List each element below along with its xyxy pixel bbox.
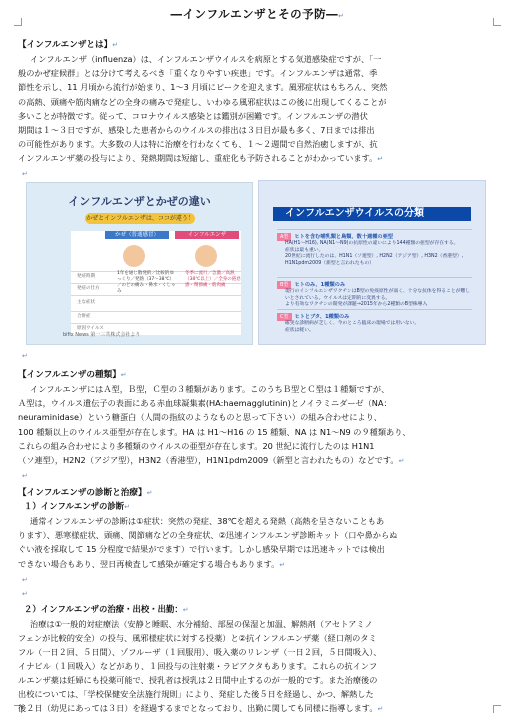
text-line: 通常インフルエンザの診断は①症状：突然の発症、38℃を超える発熱（高熱を呈さないこともあ (30, 516, 385, 526)
text-line: 後２日（幼児にあっては３日）を経過するまでとなっており、出勤に関しても同様に指導します。↵ (18, 703, 384, 713)
type-title: ヒトを含む哺乳類と鳥類、数十週種の亜型 (294, 234, 393, 240)
paragraph-mark: ↵ (338, 12, 345, 20)
text-line: イナビル（１回吸入）などがあり、１回投与の注射薬・ラピアクタもあります。これらの抗インフ (18, 661, 378, 671)
text-line: 100 種類以上のウイルス亜型が存在します。HA は H1～H16 の 15 種類、NA は N1～N9 の９種類あり、 (18, 426, 411, 437)
text-line: インフルエンザ（influenza）は、インフルエンザウイルスを病原とする気道感染症ですが、「一 (30, 54, 382, 64)
subsection-heading-treatment (24, 603, 189, 615)
person-cold-illustration (123, 245, 145, 267)
bullet: 現行のインフルエンザワクチンはB型の免疫原性が弱く、十分な抗体を得ることが難しいとされている。ウイルスは定期的に変異する。 (285, 289, 471, 301)
image-badge: かぜとインフルエンザは、ココが違う！ (86, 215, 194, 222)
person-flu-illustration (195, 245, 217, 267)
text-line: フル（一日２回、５日間）、ゾフルーザ（１回服用）、吸入薬のリレンザ（一日２回，５日間吸入）、 (18, 647, 382, 657)
document-title (0, 6, 515, 22)
paragraph-mark: ↵ (22, 576, 28, 584)
paragraph-mark: ↵ (398, 457, 405, 466)
image-flu-vs-cold (26, 182, 253, 345)
paragraph-mark: ↵ (124, 503, 131, 511)
heading-text: 【インフルエンザの診断と治療】 (18, 488, 147, 498)
paragraph-mark: ↵ (120, 371, 127, 379)
text-line: 般のかぜ症候群」とは分けて考えるべき「重くなりやすい疾患」です。インフルエンザは通常、季 (18, 68, 378, 79)
bullet: 20世紀に流行したのは、H1N1（ソ連型）, H2N2（アジア型）, H3N2（香港型）, H1N1pdm2009（新型と言われたもの） (285, 254, 464, 266)
text-line: 期間は１～３日ですが、感染した患者からのウイルスの排出は３日目が最も多く、7日までは排出 (18, 125, 375, 136)
paragraph-mark: ↵ (112, 41, 119, 49)
text-line: ぐい液を採取して 15 分程度で結果がでます）で行います。しかし感染早期では迅速キットでは検出 (18, 544, 385, 555)
paragraph-mark: ↵ (22, 352, 28, 360)
section-heading-types (18, 368, 127, 380)
type-b-section (277, 277, 472, 309)
paragraph-mark: ↵ (279, 560, 286, 569)
paragraph-mark: ↵ (182, 606, 189, 614)
text-line: 多いことが特徴です。従って、コロナウイルス感染とは鑑別が困難です。インフルエンザの潜伏 (18, 110, 368, 121)
paragraph-mark: ↵ (22, 590, 28, 598)
bullet: 症状は最も重い。 (285, 247, 324, 253)
type-tag: C型 (277, 313, 292, 321)
paragraph-what-is (18, 52, 500, 167)
text-line: Ａ型は，ウイルス遺伝子の表面にある赤血球凝集素(HA:haemagglutinin)とノイラミニダーゼ（NA： (18, 398, 392, 409)
row-label: 発症の仕方 (77, 286, 100, 291)
subheading-text: ２）インフルエンザの治療・出校・出勤： (24, 604, 183, 614)
row-label: 原因ウイルス (77, 326, 104, 331)
text-line: （ソ連型），H2N2（アジア型），H3N2（香港型），H1N1pdm2009（新型と言われたもの）などです。↵ (18, 455, 405, 466)
text-line: の可能性があります。大多数の人は特に治療を行わなくても、１～２週間で自然治癒しますが、抗 (18, 139, 378, 150)
type-c-section (277, 309, 472, 334)
cold-cell-text: 1年を通じ散発的／比較的ゆっくり／発熱（37〜38℃）／のどの痛み・鼻水・くしゃみ (117, 271, 176, 294)
text-line: これらの組み合わせにより多種類のウイルスの亜型が存在します。20 世紀に流行したのは H1N1 (18, 440, 375, 451)
text-line: 治療は①一般的対症療法（安静と睡眠、水分補給、部屋の保湿と加温、解熱剤（アセトアミノ (30, 619, 373, 629)
image-title: インフルエンザとかぜの違い (68, 195, 211, 208)
text-line: の高熱、頭痛や筋肉痛などの全身の痛みで発症し、いわゆる風邪症状はこの後に出現してくることが (18, 96, 387, 107)
image-virus-classification (258, 180, 486, 345)
type-tag: A型 (277, 233, 291, 241)
image-title: インフルエンザウイルスの分類 (273, 207, 471, 221)
text-line: インフルエンザ薬の投与により、発熱期間は短縮し、重症化も予防されることがわかっています。↵ (18, 153, 384, 164)
paragraph-treatment (18, 617, 500, 716)
bullet: より有効なワクチンの開発が課題→2015年から2種類のB型株導入 (285, 302, 428, 307)
row-label: 発症時期 (77, 274, 95, 279)
paragraph-mark: ↵ (377, 705, 384, 713)
paragraph-mark: ↵ (22, 472, 28, 480)
subheading-text: １）インフルエンザの診断 (24, 501, 125, 511)
row-label: 合併症 (77, 314, 91, 319)
paragraph-types (18, 382, 500, 468)
section-heading-what-is (18, 38, 118, 50)
type-title: ヒトとブタ、1種類のみ (294, 314, 350, 320)
column-header-cold: かぜ（普通感冒） (105, 231, 169, 239)
comparison-table (71, 231, 241, 335)
text-line: フェンが比較的安全）の投与、風邪様症状に対する投薬）と②抗インフルエンザ薬（経口剤のタミ (18, 633, 377, 643)
bullet: 症状は軽い。 (285, 327, 314, 333)
image-credit: bifix News 第一三共株式会社より (63, 332, 141, 338)
type-tag: B型 (277, 281, 291, 289)
text-line: neuraminidase）という糖蛋白（人間の指紋のようなものと思って下さい）の組み合わせにより、 (18, 412, 382, 423)
paragraph-mark: ↵ (22, 170, 28, 178)
bullet: 確実な診断病が乏しく、今のところ臨床の現場では用いない。 (285, 321, 420, 326)
type-a-section (277, 229, 472, 267)
text-line: 出校については、「学校保健安全法施行規則」により、発症した後５日を経過し、かつ、解熱した (18, 689, 374, 699)
column-header-flu: インフルエンザ (175, 231, 239, 239)
row-label: 主な症状 (77, 300, 95, 305)
text-line: インフルエンザにはＡ型，Ｂ型，Ｃ型の３種類があります。このうちＢ型とＣ型は１種類ですが、 (30, 384, 390, 394)
flu-cell-text: 冬季に流行／急激／高熱（38℃以上）／全身の倦怠感・関節痛・筋肉痛 (185, 271, 241, 288)
text-line: できない場合もあり、翌日再検査して感染が確定する場合もあります。↵ (18, 558, 286, 569)
heading-text: 【インフルエンザとは】 (18, 40, 113, 50)
paragraph-diagnosis (18, 514, 500, 572)
paragraph-mark: ↵ (146, 489, 153, 497)
text-line: ルエンザ薬は妊婦にも投薬可能で、授乳者は授乳は２日間中止するのが一般的です。また治療後の (18, 675, 378, 685)
text-line: ります）、悪寒様症状、頭痛、関節痛などの全身症状、②迅速インフルエンザ診断キット（口や鼻からぬ (18, 530, 398, 541)
paragraph-mark: ↵ (377, 155, 384, 164)
text-line: 節性を示し、11 月頃から流行が始まり、1～3 月頃にピークを迎えます。風邪症状はもちろん、突然 (18, 82, 388, 93)
section-heading-diagnosis (18, 486, 152, 498)
title-text: ―インフルエンザとその予防― (170, 7, 339, 21)
type-title: ヒトのみ、1種類のみ (294, 282, 346, 288)
heading-text: 【インフルエンザの種類】 (18, 370, 121, 380)
subsection-heading-diagnosis (24, 500, 130, 512)
bullet: HA(H1〜H16), NA(N1〜N9)の抗原性の違いにより144種類の亜型が存在する。 (285, 241, 459, 246)
